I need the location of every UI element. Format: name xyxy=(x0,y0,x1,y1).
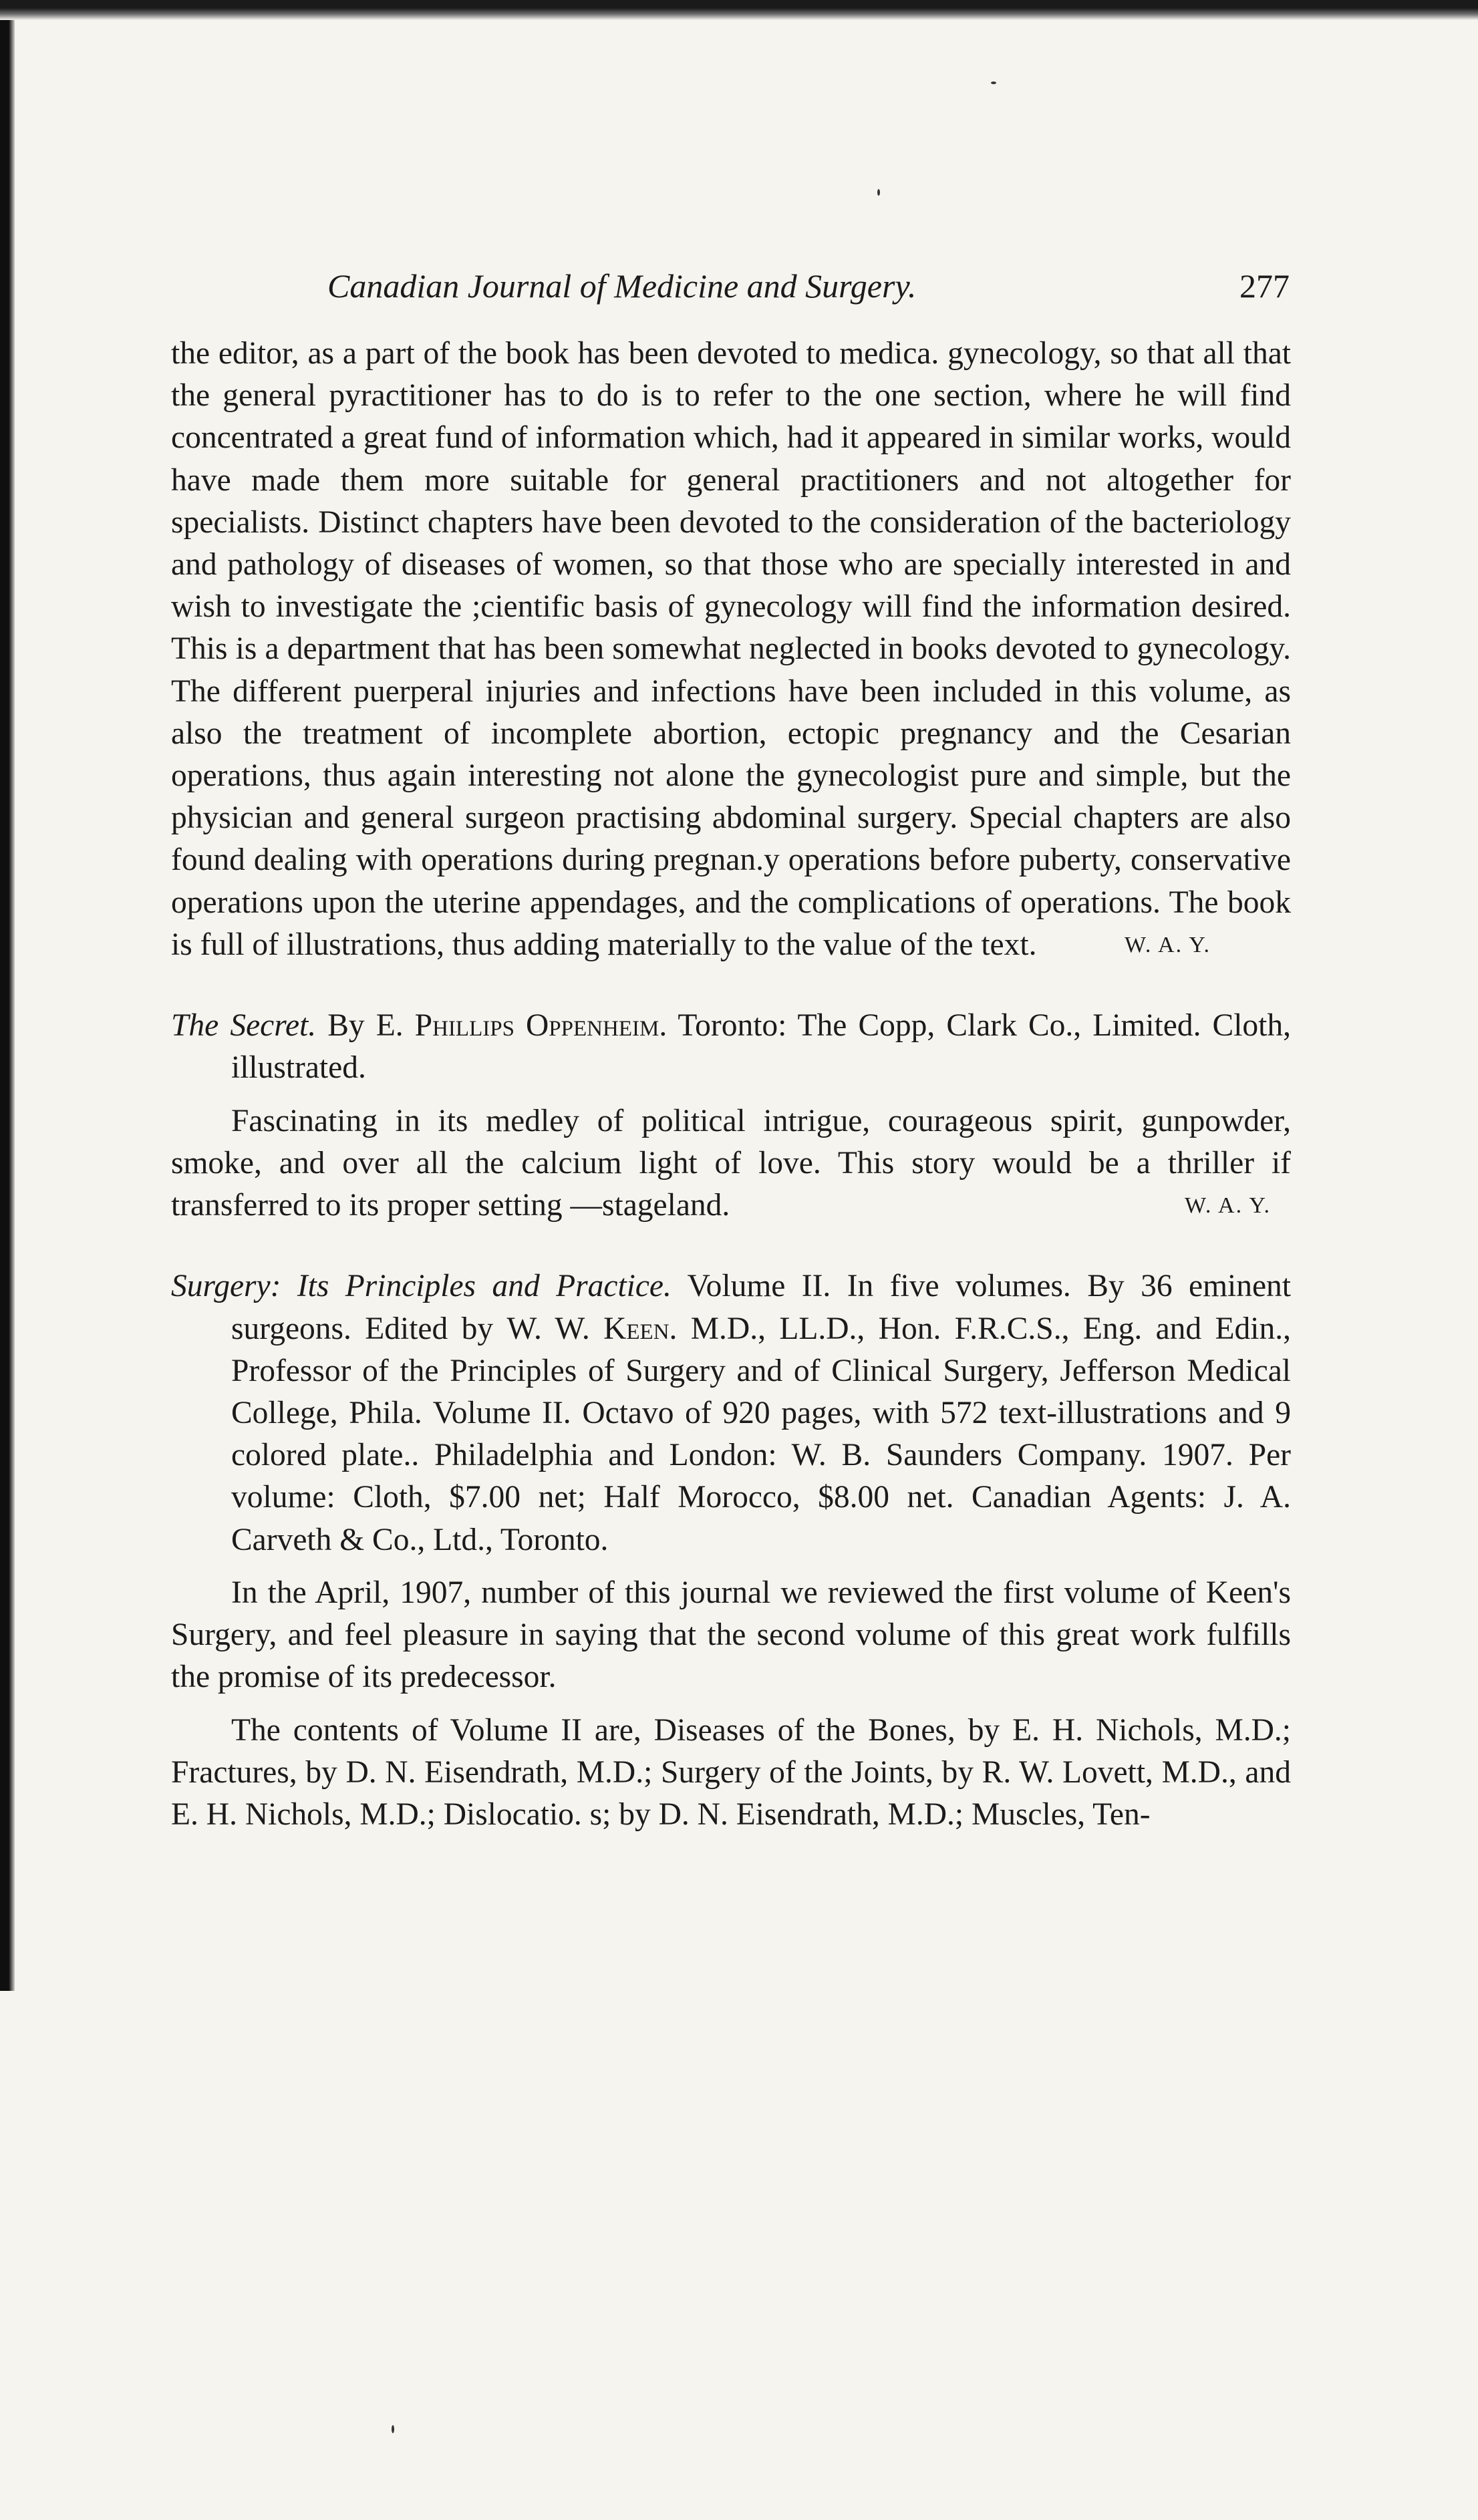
page-header xyxy=(327,259,1290,313)
running-title: Canadian Journal of Medicine and Surgery. xyxy=(327,267,917,305)
book-subtitle: : Its Principles and Practice. xyxy=(270,1269,672,1304)
book-author: E. Phillips Oppenheim. xyxy=(376,1008,668,1044)
paragraph-text: Fascinating in its medley of political intrigue, courageous spirit, gunpowder, smoke, and over all the calcium light of love. This story would be a thriller if transferred to its proper setting —stageland. xyxy=(171,1103,1291,1223)
review-paragraph xyxy=(171,1572,1291,1699)
scan-left-edge xyxy=(0,20,15,1991)
by-word: By xyxy=(327,1008,365,1044)
page-number: 277 xyxy=(1239,267,1290,305)
scan-top-border xyxy=(0,0,1478,20)
review-continuation-paragraph xyxy=(171,333,1291,966)
reviewer-signature: W. A. Y. xyxy=(1184,1193,1271,1219)
book-editor: W. W. Keen. xyxy=(506,1311,678,1346)
paragraph-text: the editor, as a part of the book has been devoted to medica. gynecology, so that all that the general pyractitioner has to do is to refer to the one section, where he will find concentrated a great fund of information which, had it appeared in similar works, would have made them more suitable for general practitioners and not altogether for specialists. Distinct chapters have been devoted to the consideration of the bacteriology and pathology of diseases of women, so that those who are specially interested in and wish to investigate the ;cientific basis of gynecology will find the information desired. This is a department that has been somewhat neglected in books devoted to gynecology. The different puerperal injuries and infections have been included in this volume, as also the treatment of incomplete abortion, ectopic pregnancy and the Cesarian operations, thus again interesting not alone the gynecologist pure and simple, but the physician and general surgeon practising abdominal surgery. Special chapters are also found dealing with operations during pregnan.y operations before puberty, conservative operations upon the uterine appendages, and the complications of operations. The book is full of illustrations, thus adding materially to the value of the text. xyxy=(171,336,1291,962)
article-body xyxy=(171,333,1291,1836)
scan-speck xyxy=(392,2425,394,2433)
publication-details: Toronto: The Copp, Clark Co., Limited. Cloth, illustrated. xyxy=(231,1008,1291,1086)
book-title: Surgery xyxy=(171,1269,271,1304)
publication-details: Volume II. In five volumes. By 36 eminent surgeons. Edited by xyxy=(231,1269,1291,1346)
paragraph-text: The contents of Volume II are, Diseases of the Bones, by E. H. Nichols, M.D.; Fractures, by D. N. Eisendrath, M.D.; Surgery of the Joints, by R. W. Lovett, M.D., and E. H. Nichols, M.D.; Dislocatio. s; by D. N. Eisendrath, M.D.; Muscles, Ten- xyxy=(171,1712,1291,1832)
publication-details-continued: M.D., LL.D., Hon. F.R.C.S., Eng. and Edin., Professor of the Principles of Surgery and of Clinical Surgery, Jefferson Medical College, Phila. Volume II. Octavo of 920 pages, with 572 text-illustrations and 9 colored plate.. Philadelphia and London: W. B. Saunders Company. 1907. Per volume: Cloth, $7.00 net; Half Morocco, $8.00 net. Canadian Agents: J. A. Carveth & Co., Ltd., Toronto. xyxy=(231,1311,1291,1557)
paragraph-text: In the April, 1907, number of this journal we reviewed the first volume of Keen's Surgery, and feel pleasure in saying that the second volume of this great work fulfills the promise of its predecessor. xyxy=(171,1575,1291,1695)
book-title: The Secret. xyxy=(171,1008,317,1044)
review-paragraph xyxy=(171,1710,1291,1837)
scan-speck xyxy=(877,189,880,196)
review-heading-surgery xyxy=(171,1265,1291,1561)
review-heading-the-secret xyxy=(171,1005,1291,1089)
reviewer-signature: W. A. Y. xyxy=(1124,933,1211,958)
scan-speck xyxy=(991,82,996,84)
